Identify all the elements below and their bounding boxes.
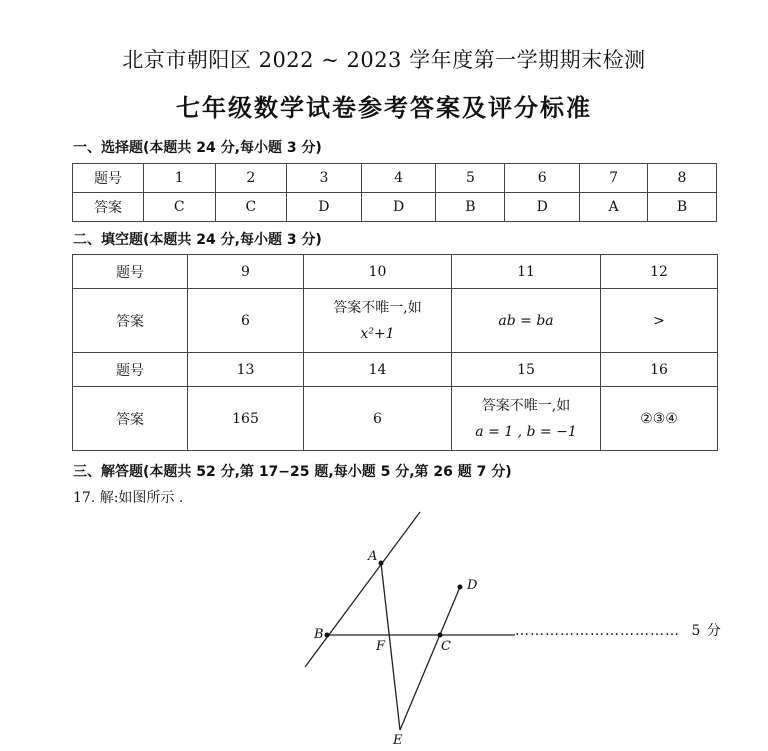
- section-1-heading: 一、选择题(本题共 24 分,每小题 3 分): [73, 140, 322, 156]
- answer-cell: D: [505, 193, 580, 222]
- question-number: 1: [144, 164, 216, 193]
- answer-note: 答案不唯一,如: [481, 397, 571, 414]
- score-label: 5 分: [691, 623, 722, 639]
- question-number: 2: [215, 164, 287, 193]
- row-label: 题号: [73, 255, 188, 289]
- answer-cell: >: [601, 289, 718, 353]
- answer-cell: ab = ba: [452, 289, 601, 353]
- choice-answer-table: [72, 163, 717, 222]
- point-c-label: C: [441, 639, 451, 654]
- question-number: 8: [647, 164, 716, 193]
- row-label: 答案: [73, 289, 188, 353]
- answer-cell: C: [215, 193, 287, 222]
- question-number: 9: [188, 255, 304, 289]
- answer-cell: [304, 289, 452, 353]
- question-number: 14: [304, 353, 452, 387]
- question-number: 5: [436, 164, 505, 193]
- question-17-label: 17. 解:如图所示 .: [73, 490, 184, 506]
- answer-cell: 6: [188, 289, 304, 353]
- question-number: 7: [580, 164, 648, 193]
- table-row: [73, 353, 718, 387]
- row-label: 答案: [73, 193, 144, 222]
- question-number: 13: [188, 353, 304, 387]
- answer-cell: A: [580, 193, 648, 222]
- leader-dots: ……………………………: [515, 623, 680, 639]
- point-f-label: F: [376, 639, 386, 654]
- line-ab: [305, 512, 420, 667]
- answer-cell: D: [287, 193, 362, 222]
- answer-note: 答案不唯一,如: [333, 299, 422, 316]
- table-row: [73, 289, 718, 353]
- exam-title: 北京市朝阳区 2022 ~ 2023 学年度第一学期期末检测: [122, 48, 646, 72]
- fill-in-answer-table: [72, 254, 718, 451]
- score-leader: [515, 620, 722, 640]
- question-number: 6: [505, 164, 580, 193]
- answer-cell: [452, 387, 601, 451]
- section-3-heading: 三、解答题(本题共 52 分,第 17−25 题,每小题 5 分,第 26 题 7 分): [73, 464, 512, 480]
- question-number: 3: [287, 164, 362, 193]
- table-row: [73, 387, 718, 451]
- point-e-label: E: [393, 733, 403, 748]
- point-d-label: D: [467, 578, 478, 593]
- answer-cell: 165: [188, 387, 304, 451]
- question-number: 10: [304, 255, 452, 289]
- row-label: 题号: [73, 353, 188, 387]
- answer-cell: B: [436, 193, 505, 222]
- answer-expression: a = 1 , b = −1: [475, 423, 577, 440]
- table-row: [73, 193, 717, 222]
- row-label: 答案: [73, 387, 188, 451]
- question-number: 12: [601, 255, 718, 289]
- point-a-label: A: [368, 549, 378, 564]
- answer-cell: C: [144, 193, 216, 222]
- segment-de: [400, 587, 460, 730]
- table-row: [73, 255, 718, 289]
- point-a-dot: [379, 561, 384, 566]
- section-2-heading: 二、填空题(本题共 24 分,每小题 3 分): [73, 232, 322, 248]
- answer-cell: D: [361, 193, 436, 222]
- row-label: 题号: [73, 164, 144, 193]
- point-b-label: B: [314, 627, 324, 642]
- question-number: 4: [361, 164, 436, 193]
- point-b-dot: [325, 633, 330, 638]
- table-row: [73, 164, 717, 193]
- answer-expression: x²+1: [360, 325, 395, 342]
- point-c-dot: [438, 633, 443, 638]
- answer-cell: ②③④: [601, 387, 718, 451]
- point-d-dot: [458, 585, 463, 590]
- answer-key-title: 七年级数学试卷参考答案及评分标准: [176, 94, 592, 122]
- answer-cell: 6: [304, 387, 452, 451]
- question-number: 16: [601, 353, 718, 387]
- answer-cell: B: [647, 193, 716, 222]
- question-number: 11: [452, 255, 601, 289]
- question-number: 15: [452, 353, 601, 387]
